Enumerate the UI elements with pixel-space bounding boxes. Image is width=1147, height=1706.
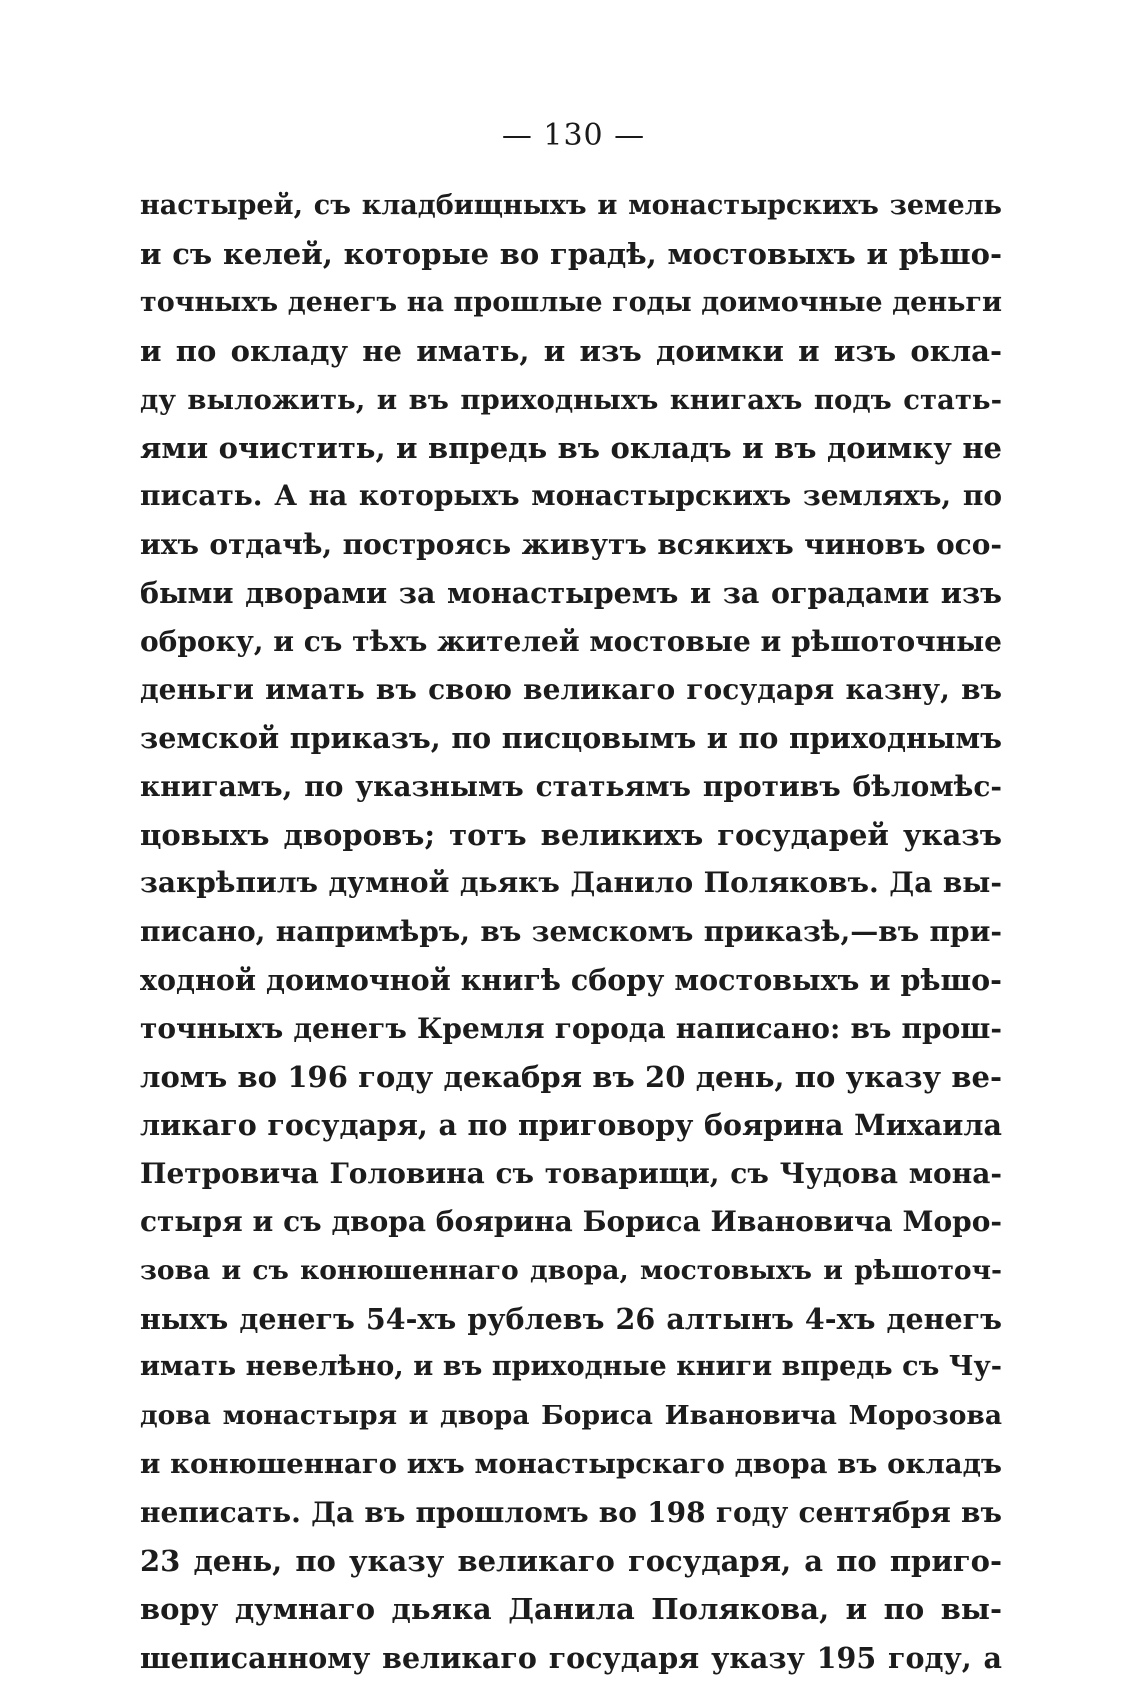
- text-line: деньги имать въ свою великаго государя казну, въ: [140, 672, 1002, 706]
- text-line: быми дворами за монастыремъ и за оградами изъ: [140, 576, 1002, 611]
- text-line: ду выложить, и въ приходныхъ книгахъ подъ стать-: [140, 383, 1002, 416]
- text-line: ями очистить, и впредь въ окладъ и въ доимку не: [140, 430, 1002, 465]
- text-line: ломъ во 196 году декабря въ 20 день, по указу ве-: [140, 1060, 1002, 1095]
- text-line: вору думнаго дьяка Данила Полякова, и по вы-: [140, 1592, 1002, 1627]
- text-line: ходной доимочной книгѣ сбору мостовыхъ и рѣшо-: [140, 963, 1002, 998]
- text-line: точныхъ денегъ на прошлые годы доимочные деньги: [140, 286, 1002, 318]
- text-line: Петровича Головина съ товарищи, съ Чудова мона-: [140, 1156, 1002, 1190]
- text-line: точныхъ денегъ Кремля города написано: въ прош-: [140, 1011, 1002, 1045]
- text-line: имать невелѣно, и въ приходные книги впредь съ Чу-: [140, 1351, 1002, 1383]
- text-line: земской приказъ, по писцовымъ и по приходнымъ: [140, 721, 1002, 756]
- text-line: закрѣпилъ думной дьякъ Данило Поляковъ. Да вы-: [140, 866, 1002, 900]
- text-line: зова и съ конюшеннаго двора, мостовыхъ и рѣшоточ-: [140, 1254, 1002, 1286]
- text-line: ныхъ денегъ 54-хъ рублевъ 26 алтынъ 4-хъ денегъ: [140, 1301, 1002, 1336]
- body-text: [140, 182, 1002, 1682]
- text-line: 23 день, по указу великаго государя, а по приго-: [140, 1543, 1002, 1578]
- text-line: и конюшеннаго ихъ монастырскаго двора въ окладъ: [140, 1448, 1002, 1481]
- page-number: — 130 —: [501, 118, 646, 153]
- text-line: ихъ отдачѣ, построясь живутъ всякихъ чиновъ осо-: [140, 527, 1002, 561]
- text-line: неписать. Да въ прошломъ во 198 году сентября въ: [140, 1495, 1002, 1529]
- text-line: дова монастыря и двора Бориса Ивановича Морозова: [140, 1399, 1002, 1431]
- text-line: оброку, и съ тѣхъ жителей мостовые и рѣшоточные: [140, 624, 1002, 658]
- text-line: и по окладу не имать, и изъ доимки и изъ окла-: [140, 334, 1002, 369]
- text-line: писать. А на которыхъ монастырскихъ земляхъ, по: [140, 479, 1002, 513]
- text-line: шеписанному великаго государя указу 195 году, а: [140, 1640, 1002, 1675]
- text-line: стыря и съ двора боярина Бориса Ивановича Моро-: [140, 1205, 1002, 1239]
- text-line: настырей, съ кладбищныхъ и монастырскихъ земель: [140, 190, 1002, 221]
- text-line: ликаго государя, а по приговору боярина Михаила: [140, 1108, 1002, 1143]
- text-line: книгамъ, по указнымъ статьямъ противъ бѣломѣс-: [140, 769, 1002, 803]
- text-line: и съ келей, которые во градѣ, мостовыхъ и рѣшо-: [140, 237, 1002, 272]
- text-line: писано, напримѣръ, въ земскомъ приказѣ,—въ при-: [140, 914, 1002, 948]
- text-line: цовыхъ дворовъ; тотъ великихъ государей указъ: [140, 818, 1002, 853]
